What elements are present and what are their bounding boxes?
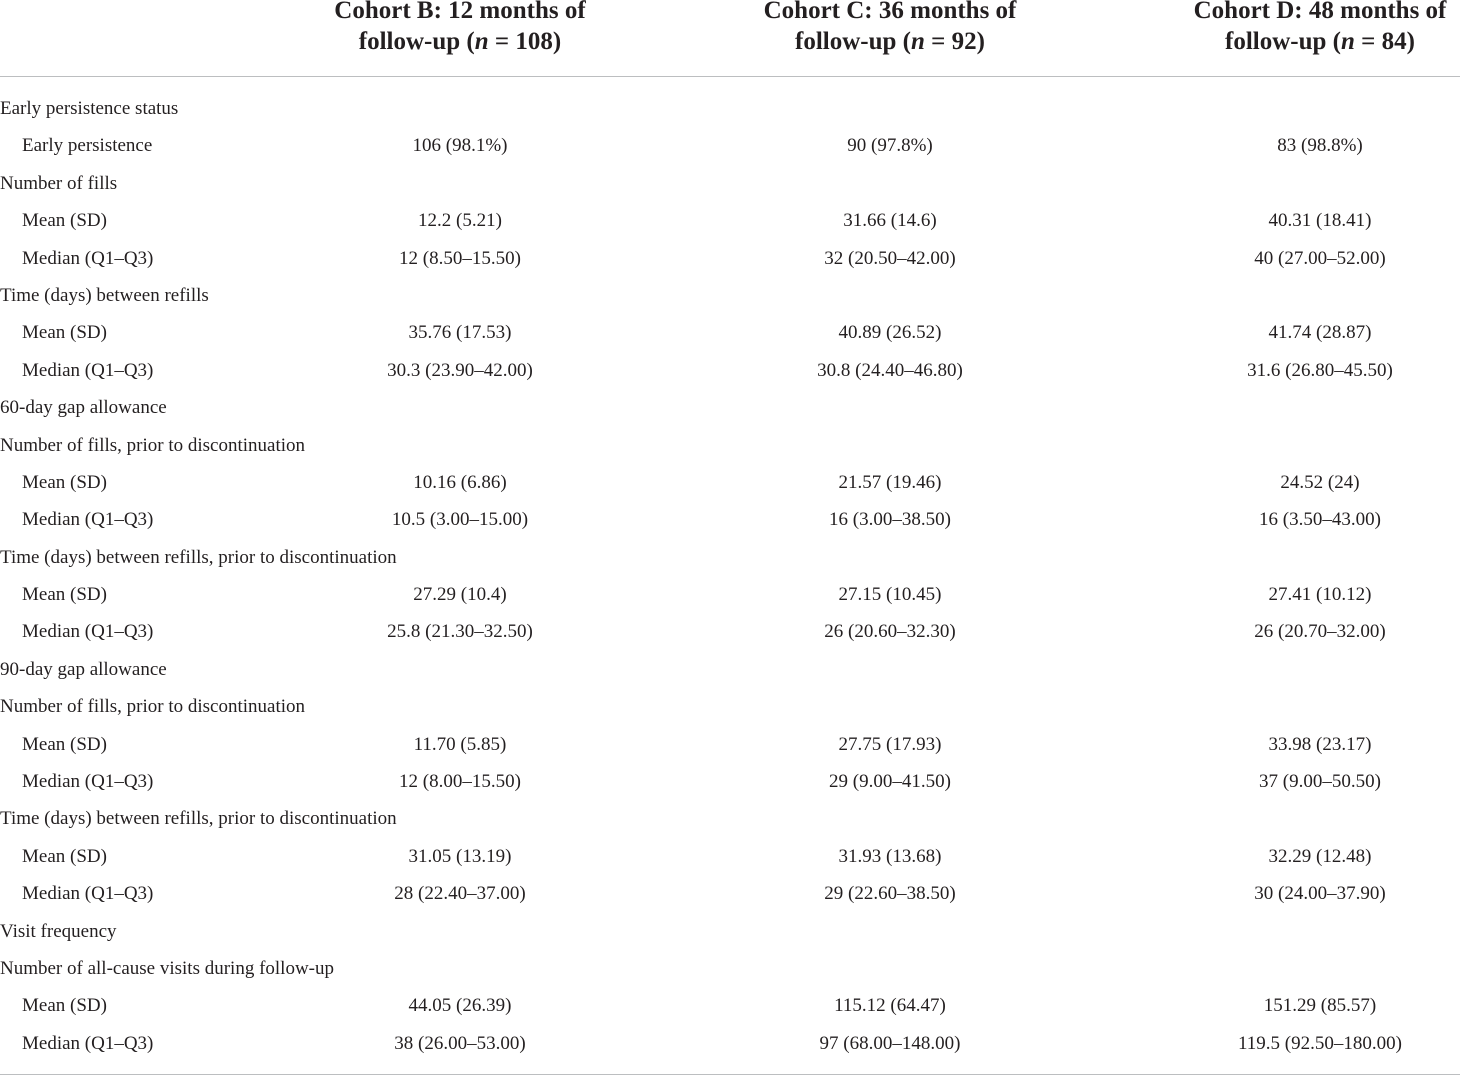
table-section-row	[0, 688, 1460, 725]
row-label: Number of fills	[0, 172, 118, 194]
table-section-row	[0, 651, 1460, 688]
row-label: Number of fills, prior to discontinuation	[0, 434, 306, 456]
table-cell: 30.8 (24.40–46.80)	[817, 359, 963, 381]
n-symbol: n	[474, 28, 489, 55]
table-row	[0, 576, 1460, 613]
table-row	[0, 838, 1460, 875]
table-cell: 24.52 (24)	[1280, 471, 1360, 493]
table-cell: 151.29 (85.57)	[1263, 995, 1377, 1017]
table-cell: 10.5 (3.00–15.00)	[391, 509, 529, 531]
table-cell: 90 (97.8%)	[847, 135, 933, 157]
table-row	[0, 987, 1460, 1024]
table-cell: 40.31 (18.41)	[1268, 210, 1372, 232]
row-label: Median (Q1–Q3)	[22, 1032, 154, 1054]
table-cell: 12 (8.00–15.50)	[399, 771, 521, 793]
column-header-line2	[300, 27, 620, 57]
row-label: Visit frequency	[0, 920, 117, 942]
table-bottom-divider	[0, 1074, 1460, 1075]
table-row	[0, 240, 1460, 277]
table-cell: 35.76 (17.53)	[408, 322, 512, 344]
column-header-cohort-d	[1160, 0, 1460, 77]
row-label: Early persistence	[22, 135, 153, 157]
row-label: 90-day gap allowance	[0, 658, 167, 680]
row-label: Time (days) between refills, prior to discontinuation	[0, 808, 397, 830]
table-section-row	[0, 165, 1460, 202]
header-count: = 84)	[1354, 28, 1415, 55]
row-label: Mean (SD)	[22, 995, 107, 1017]
table-cell: 40 (27.00–52.00)	[1254, 247, 1386, 269]
row-label: Mean (SD)	[22, 584, 107, 606]
table-section-row	[0, 277, 1460, 314]
table-cell: 27.29 (10.4)	[413, 584, 507, 606]
table-cell: 28 (22.40–37.00)	[394, 883, 526, 905]
table-cell: 16 (3.50–43.00)	[1259, 509, 1381, 531]
table-row	[0, 1025, 1460, 1062]
table-cell: 26 (20.70–32.00)	[1254, 621, 1386, 643]
table-body	[0, 90, 1460, 1062]
row-label: Median (Q1–Q3)	[22, 883, 154, 905]
row-label: Number of all-cause visits during follow-up	[0, 957, 335, 979]
table-row	[0, 763, 1460, 800]
table-cell: 10.16 (6.86)	[413, 471, 507, 493]
table-cell: 21.57 (19.46)	[838, 471, 942, 493]
table-cell: 29 (22.60–38.50)	[824, 883, 956, 905]
table-cell: 31.05 (13.19)	[408, 845, 512, 867]
table-cell: 11.70 (5.85)	[413, 733, 507, 755]
header-text: follow-up (	[795, 28, 911, 55]
table-cell: 41.74 (28.87)	[1268, 322, 1372, 344]
table-row	[0, 202, 1460, 239]
row-label: Number of fills, prior to discontinuation	[0, 696, 306, 718]
table-cell: 83 (98.8%)	[1277, 135, 1363, 157]
table-cell: 29 (9.00–41.50)	[829, 771, 951, 793]
table-section-row	[0, 389, 1460, 426]
column-header-cohort-c	[730, 0, 1050, 77]
n-symbol: n	[911, 28, 925, 55]
table-cell: 119.5 (92.50–180.00)	[1238, 1032, 1402, 1054]
table-cell: 32 (20.50–42.00)	[824, 247, 956, 269]
header-text: follow-up (	[358, 28, 475, 55]
table-cell: 44.05 (26.39)	[408, 995, 512, 1017]
n-symbol: n	[1341, 28, 1355, 55]
row-label: Early persistence status	[0, 98, 179, 119]
row-label: Mean (SD)	[22, 845, 107, 867]
table-row	[0, 314, 1460, 351]
table-row	[0, 726, 1460, 763]
table-cell: 33.98 (23.17)	[1268, 733, 1372, 755]
row-label: Median (Q1–Q3)	[22, 247, 154, 269]
table-cell: 38 (26.00–53.00)	[394, 1032, 526, 1054]
header-count: = 108)	[488, 28, 562, 55]
column-header-line1: Cohort B: 12 months of	[334, 0, 586, 24]
table-cell: 115.12 (64.47)	[834, 995, 946, 1017]
table-cell: 16 (3.00–38.50)	[829, 509, 951, 531]
column-header-line1: Cohort C: 36 months of	[763, 0, 1017, 24]
row-label: Median (Q1–Q3)	[22, 771, 154, 793]
header-count: = 92)	[924, 28, 985, 55]
table-section-row	[0, 90, 1460, 127]
table-row	[0, 613, 1460, 650]
table-cell: 106 (98.1%)	[412, 135, 508, 157]
table-cell: 97 (68.00–148.00)	[819, 1032, 961, 1054]
table-cell: 37 (9.00–50.50)	[1259, 771, 1381, 793]
table-section-row	[0, 800, 1460, 837]
table-cell: 30.3 (23.90–42.00)	[387, 359, 533, 381]
header-text: follow-up (	[1225, 28, 1341, 55]
table-cell: 12 (8.50–15.50)	[399, 247, 521, 269]
row-label: Mean (SD)	[22, 322, 107, 344]
row-label: Time (days) between refills, prior to discontinuation	[0, 546, 397, 568]
table-cell: 27.15 (10.45)	[838, 584, 942, 606]
table-cell: 31.6 (26.80–45.50)	[1247, 359, 1393, 381]
row-label: Mean (SD)	[22, 733, 107, 755]
table-cell: 31.66 (14.6)	[843, 210, 937, 232]
row-label: Time (days) between refills	[0, 284, 209, 306]
row-label: Median (Q1–Q3)	[22, 621, 154, 643]
table-row	[0, 875, 1460, 912]
row-label: Mean (SD)	[22, 471, 107, 493]
header-divider	[0, 76, 1460, 77]
table-cell: 25.8 (21.30–32.50)	[387, 621, 533, 643]
table-cell: 12.2 (5.21)	[418, 210, 502, 232]
table-cell: 27.41 (10.12)	[1268, 584, 1372, 606]
table-row	[0, 127, 1460, 164]
table-cell: 40.89 (26.52)	[838, 322, 942, 344]
table-cell: 27.75 (17.93)	[838, 733, 942, 755]
row-label: 60-day gap allowance	[0, 397, 167, 419]
table-row	[0, 501, 1460, 538]
table-section-row	[0, 539, 1460, 576]
row-label: Median (Q1–Q3)	[22, 359, 154, 381]
table-cell: 30 (24.00–37.90)	[1254, 883, 1386, 905]
column-header-line2	[730, 27, 1050, 57]
table-section-row	[0, 427, 1460, 464]
column-header-line1: Cohort D: 48 months of	[1193, 0, 1447, 24]
table-cell: 31.93 (13.68)	[838, 845, 942, 867]
table-row	[0, 352, 1460, 389]
table-cell: 32.29 (12.48)	[1268, 845, 1372, 867]
table-row	[0, 464, 1460, 501]
table-section-row	[0, 913, 1460, 950]
column-header-cohort-b	[300, 0, 620, 77]
column-header-line2	[1160, 27, 1460, 57]
table-cell: 26 (20.60–32.30)	[824, 621, 956, 643]
row-label: Median (Q1–Q3)	[22, 509, 154, 531]
table-section-row	[0, 950, 1460, 987]
row-label: Mean (SD)	[22, 210, 107, 232]
